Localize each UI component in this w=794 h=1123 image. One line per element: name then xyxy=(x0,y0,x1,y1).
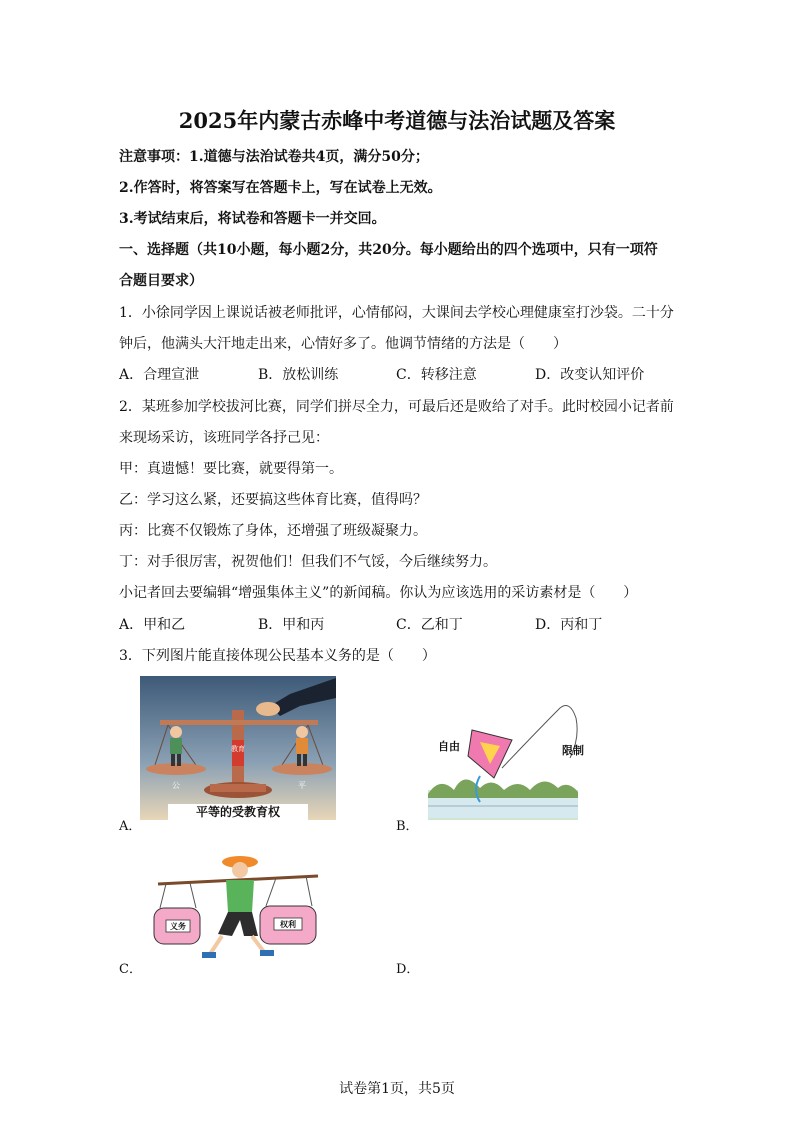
q3-label-c: C． xyxy=(119,962,142,977)
note-1: 注意事项：1.道德与法治试卷共4页，满分50分； xyxy=(119,149,429,165)
q1-stem-line-2: 钟后，他满头大汗地走出来，心情好多了。他调节情绪的方法是（ ） xyxy=(119,336,567,352)
q2-statement-yi: 乙：学习这么紧，还要搞这些体育比赛，值得吗？ xyxy=(119,492,427,508)
section-heading-line-1: 一、选择题（共10小题，每小题2分，共20分。每小题给出的四个选项中，只有一项符 xyxy=(119,242,658,258)
q2-stem-line-3: 小记者回去要编辑“增强集体主义”的新闻稿。你认为应该选用的采访素材是（ ） xyxy=(119,585,638,601)
image-b-kite-freedom xyxy=(420,698,600,826)
q1-stem-line-1: 1．小徐同学因上课说话被老师批评，心情郁闷，大课间去学校心理健康室打沙袋。二十分 xyxy=(119,305,674,321)
image-a-equal-education xyxy=(140,676,336,820)
q2-statement-ding: 丁：对手很厉害，祝贺他们！但我们不气馁，今后继续努力。 xyxy=(119,554,497,570)
image-a-pan-left-label: 公 xyxy=(172,781,180,790)
image-c-left-label: 义务 xyxy=(170,922,186,931)
image-b-left-label: 自由 xyxy=(438,740,460,753)
q2-stem-line-1: 2．某班参加学校拔河比赛，同学们拼尽全力，可最后还是败给了对手。此时校园小记者前 xyxy=(119,399,674,415)
q2-stem-line-2: 来现场采访，该班同学各抒己见： xyxy=(119,430,329,446)
q2-option-d: D．丙和丁 xyxy=(535,617,603,633)
q2-option-c: C．乙和丁 xyxy=(396,617,463,633)
q1-option-c: C．转移注意 xyxy=(396,367,477,383)
image-a-caption: 平等的受教育权 xyxy=(195,805,281,819)
image-b-right-label: 限制 xyxy=(562,744,584,757)
image-c-right-label: 权利 xyxy=(280,920,296,929)
q2-option-b: B．甲和丙 xyxy=(258,617,325,633)
q2-option-a: A．甲和乙 xyxy=(119,617,186,633)
q2-statement-bing: 丙：比赛不仅锻炼了身体，还增强了班级凝聚力。 xyxy=(119,523,427,539)
image-c-duties-rights xyxy=(148,854,324,966)
section-heading-line-2: 合题目要求） xyxy=(119,273,203,289)
q1-option-d: D．改变认知评价 xyxy=(535,367,645,383)
q2-statement-jia: 甲：真遗憾！要比赛，就要得第一。 xyxy=(119,461,343,477)
q1-option-a: A．合理宣泄 xyxy=(119,367,200,383)
q1-option-b: B．放松训练 xyxy=(258,367,339,383)
q3-label-b: B． xyxy=(396,819,419,834)
image-a-pan-right-label: 平 xyxy=(298,781,306,790)
q3-label-a: A． xyxy=(119,819,142,834)
image-a-center-label: 教育 xyxy=(231,745,245,753)
q3-label-d: D． xyxy=(396,962,420,977)
note-2: 2.作答时，将答案写在答题卡上，写在试卷上无效。 xyxy=(119,180,442,196)
note-3: 3.考试结束后，将试卷和答题卡一并交回。 xyxy=(119,211,386,227)
page-title: 2025年内蒙古赤峰中考道德与法治试题及答案 xyxy=(178,108,616,133)
q3-stem: 3．下列图片能直接体现公民基本义务的是（ ） xyxy=(119,648,436,664)
page-footer: 试卷第1页，共5页 xyxy=(339,1081,455,1097)
